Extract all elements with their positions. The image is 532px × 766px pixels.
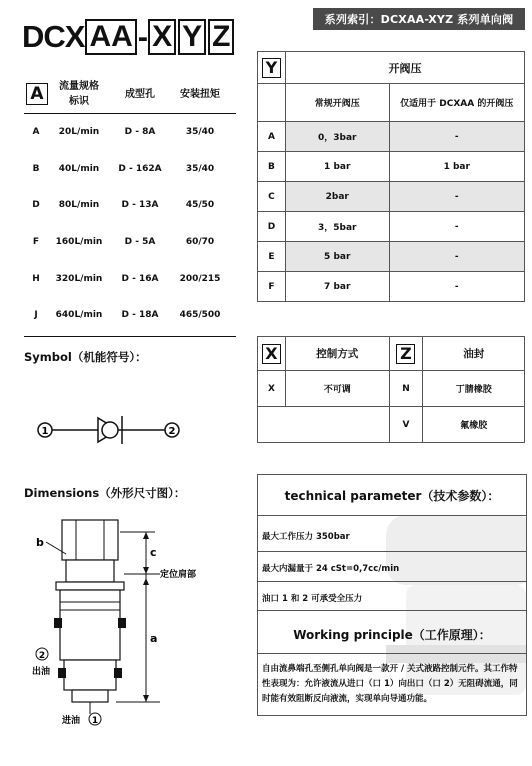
- table-row: [258, 122, 525, 152]
- table-row: [24, 224, 236, 261]
- table-row: [24, 297, 236, 334]
- row-code: J: [34, 310, 38, 321]
- header-normal-pressure: 常规开阀压: [285, 84, 389, 122]
- row-dcxaa: -: [389, 212, 524, 242]
- row-seal: 丁腈橡胶: [423, 371, 525, 407]
- table-row: [24, 151, 236, 188]
- header-flow: 流量规格 标识: [59, 81, 99, 107]
- valve-dimension-drawing: [20, 510, 240, 735]
- table-row: [258, 182, 525, 212]
- model-code: [22, 17, 235, 57]
- table-key-z: Z: [396, 344, 415, 364]
- row-flow: 160L/min: [55, 237, 103, 248]
- dim-label-b: b: [36, 536, 44, 549]
- row-code: B: [32, 163, 40, 174]
- divider: [258, 551, 526, 552]
- seal-title: 油封: [423, 337, 525, 371]
- header-port: 成型孔: [125, 88, 155, 100]
- table-row: [24, 260, 236, 297]
- model-box-z: Z: [208, 19, 234, 55]
- table-key-a: A: [26, 83, 48, 105]
- table-key-y: Y: [262, 58, 281, 78]
- flow-spec-header: [24, 75, 236, 114]
- row-code: V: [389, 407, 423, 443]
- table-row: [24, 187, 236, 224]
- model-box-x: X: [148, 19, 176, 55]
- port-2-outlet-label: 出油: [32, 667, 51, 677]
- row-port: D - 13A: [121, 200, 159, 211]
- row-port: D - 8A: [124, 127, 156, 138]
- row-port: D - 18A: [121, 310, 159, 321]
- table-row: [258, 272, 525, 302]
- row-normal: 0，3bar: [285, 122, 389, 152]
- table-divider: [24, 336, 236, 337]
- model-prefix: DCX: [22, 19, 85, 54]
- port-2-label: 2: [168, 426, 176, 437]
- row-code: E: [258, 242, 286, 272]
- dimensions-title: Dimensions（外形尺寸图）：: [24, 486, 186, 500]
- row-code: N: [389, 371, 423, 407]
- row-code: A: [258, 122, 286, 152]
- table-key-x-cell: [258, 337, 286, 371]
- row-dcxaa: -: [389, 242, 524, 272]
- row-flow: 320L/min: [55, 273, 103, 284]
- row-code: C: [258, 182, 286, 212]
- row-code: B: [258, 152, 286, 182]
- opening-pressure-title: 开阀压: [285, 52, 524, 84]
- row-seal: 氟橡胶: [423, 407, 525, 443]
- row-torque: 465/500: [179, 310, 221, 321]
- tech-item-leakage: 最大内漏量于 24 cSt=0,7cc/min: [262, 564, 400, 574]
- row-code: F: [258, 272, 286, 302]
- row-control: 不可调: [285, 371, 389, 407]
- dim-label-a: a: [150, 632, 158, 645]
- table-key-y-cell: [258, 52, 286, 84]
- row-torque: 200/215: [179, 273, 221, 284]
- control-seal-table: [257, 336, 525, 443]
- row-code: D: [32, 200, 40, 211]
- port-1-inlet-label: 进油: [62, 716, 81, 726]
- row-port: D - 5A: [124, 237, 156, 248]
- series-banner: 系列索引：DCXAA-XYZ 系列单向阀: [313, 8, 525, 30]
- header-dcxaa-pressure: 仅适用于 DCXAA 的开阀压: [389, 84, 524, 122]
- row-flow: 80L/min: [58, 200, 100, 211]
- flow-spec-table: [24, 75, 236, 337]
- table-row: [24, 114, 236, 151]
- row-normal: 7 bar: [285, 272, 389, 302]
- tech-item-port-pressure: 油口 1 和 2 可承受全压力: [262, 594, 363, 604]
- model-dash: -: [137, 19, 148, 54]
- tech-parameter-title: technical parameter（技术参数）：: [284, 489, 500, 503]
- empty-cell: [258, 407, 286, 443]
- divider: [258, 581, 526, 582]
- table-row: [258, 212, 525, 242]
- empty-cell: [258, 84, 286, 122]
- tech-item-max-pressure: 最大工作压力 350bar: [262, 532, 350, 542]
- row-flow: 40L/min: [58, 163, 100, 174]
- row-code: H: [32, 273, 40, 284]
- symbol-title: Symbol（机能符号）：: [24, 350, 147, 364]
- divider: [258, 610, 526, 611]
- row-dcxaa: -: [389, 122, 524, 152]
- row-normal: 5 bar: [285, 242, 389, 272]
- control-mode-title: 控制方式: [285, 337, 389, 371]
- working-principle-text: 自由流鼻端孔至侧孔单向阀是一款开 / 关式液路控制元件。其工作特性表现为：允许液流从进口（口 1）向出口（口 2）无阻碍流通，同时能有效阻断反向液流，实现单向导通功能。: [262, 664, 518, 704]
- table-row: [258, 152, 525, 182]
- row-port: D - 16A: [121, 273, 159, 284]
- row-torque: 60/70: [185, 237, 215, 248]
- tech-parameter-box: [257, 474, 527, 716]
- row-flow: 20L/min: [58, 127, 100, 138]
- port-1-number: 1: [91, 716, 99, 726]
- row-code: D: [258, 212, 286, 242]
- row-code: F: [32, 237, 40, 248]
- model-box-a: AA: [85, 19, 136, 55]
- row-flow: 640L/min: [55, 310, 103, 321]
- port-2-number: 2: [38, 651, 46, 661]
- divider: [258, 515, 526, 516]
- table-key-x: X: [262, 344, 281, 364]
- opening-pressure-table: [257, 51, 525, 302]
- row-dcxaa: -: [389, 272, 524, 302]
- header-torque: 安装扭矩: [180, 88, 220, 100]
- row-code: X: [258, 371, 286, 407]
- check-valve-symbol: [30, 408, 190, 452]
- row-code: A: [32, 127, 40, 138]
- working-principle-title: Working principle（工作原理）：: [293, 628, 491, 642]
- row-normal: 2bar: [285, 182, 389, 212]
- table-key-z-cell: [389, 337, 423, 371]
- row-dcxaa: 1 bar: [389, 152, 524, 182]
- row-torque: 45/50: [185, 200, 215, 211]
- shoulder-label: 定位肩部: [160, 570, 197, 580]
- row-normal: 1 bar: [285, 152, 389, 182]
- port-1-label: 1: [41, 426, 49, 437]
- divider: [258, 653, 526, 654]
- model-box-y: Y: [178, 19, 206, 55]
- table-row: [258, 242, 525, 272]
- row-dcxaa: -: [389, 182, 524, 212]
- row-port: D - 162A: [118, 163, 162, 174]
- row-torque: 35/40: [185, 163, 215, 174]
- empty-cell: [285, 407, 389, 443]
- row-normal: 3，5bar: [285, 212, 389, 242]
- row-torque: 35/40: [185, 127, 215, 138]
- dim-label-c: c: [150, 546, 157, 559]
